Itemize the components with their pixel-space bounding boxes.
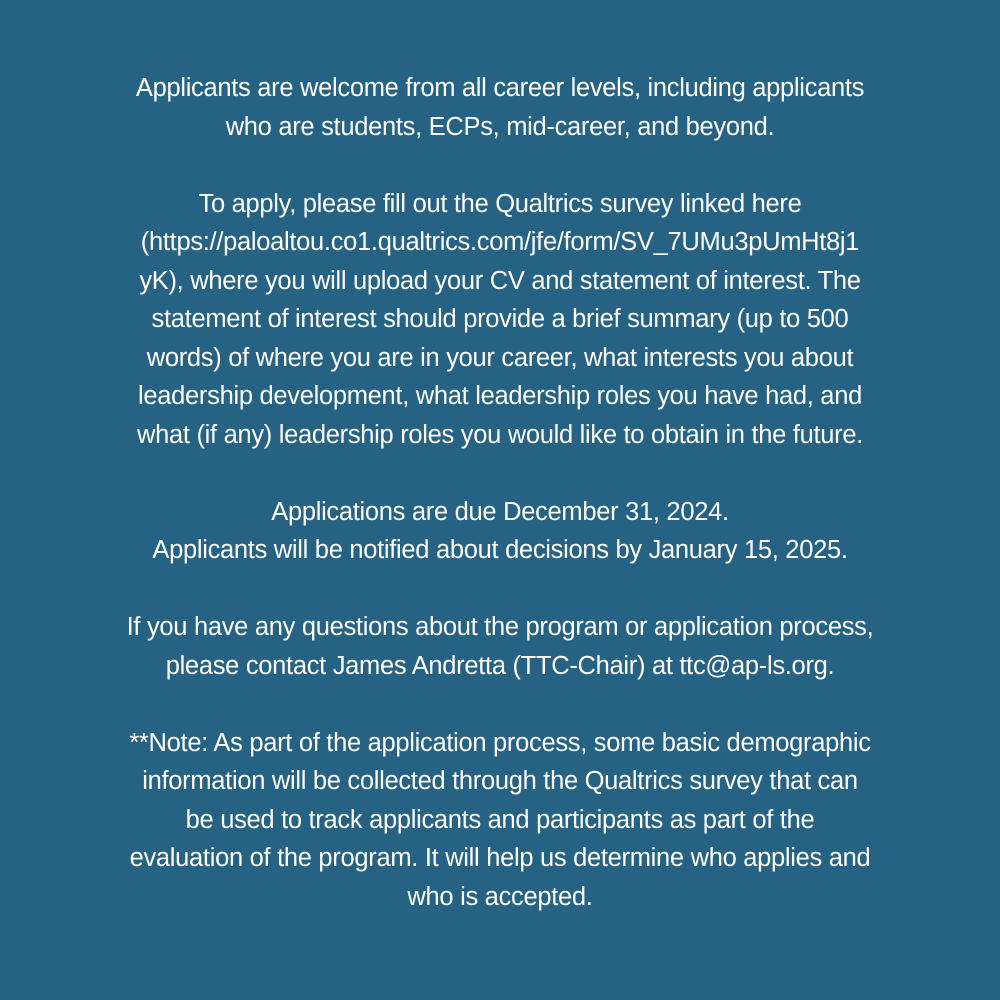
text-line: be used to track applicants and participants as part of the	[185, 805, 815, 834]
text-line: **Note: As part of the application process, some basic demographic	[129, 728, 871, 757]
notification-date-line: Applicants will be notified about decisions by January 15, 2025.	[152, 536, 848, 564]
text-line: statement of interest should provide a brief summary (up to 500	[151, 305, 849, 333]
due-date-line: Applications are due December 31, 2024.	[271, 497, 729, 526]
text-line: what (if any) leadership roles you would like to obtain in the future.	[137, 420, 863, 449]
text-line: leadership development, what leadership roles you have had, and	[138, 382, 862, 410]
text-line: yK), where you will upload your CV and statement of interest. The	[139, 266, 861, 295]
paragraph-spacer	[60, 146, 940, 185]
paragraph-spacer	[60, 685, 940, 724]
text-line: words) of where you are in your career, what interests you about	[146, 343, 854, 372]
paragraph-how-to-apply	[60, 185, 940, 455]
text-line: Applicants are welcome from all career levels, including applicants	[135, 74, 865, 102]
paragraph-eligibility	[60, 69, 940, 146]
paragraph-contact	[60, 608, 940, 685]
text-line: To apply, please fill out the Qualtrics survey linked here	[198, 189, 802, 218]
survey-link-line: (https://paloaltou.co1.qualtrics.com/jfe/form/SV_7UMu3pUmHt8j1	[140, 228, 860, 256]
contact-line: please contact James Andretta (TTC-Chair) at ttc@ap-ls.org.	[165, 651, 835, 680]
paragraph-note	[60, 724, 940, 917]
paragraph-spacer	[60, 570, 940, 609]
paragraph-deadlines	[60, 493, 940, 570]
text-line: If you have any questions about the program or application process,	[126, 613, 874, 641]
text-line: who is accepted.	[407, 882, 593, 911]
text-line: evaluation of the program. It will help us determine who applies and	[129, 844, 871, 872]
paragraph-spacer	[60, 454, 940, 493]
announcement-text	[60, 69, 940, 916]
text-line: who are students, ECPs, mid-career, and beyond.	[225, 112, 775, 141]
text-line: information will be collected through the Qualtrics survey that can	[142, 767, 858, 795]
